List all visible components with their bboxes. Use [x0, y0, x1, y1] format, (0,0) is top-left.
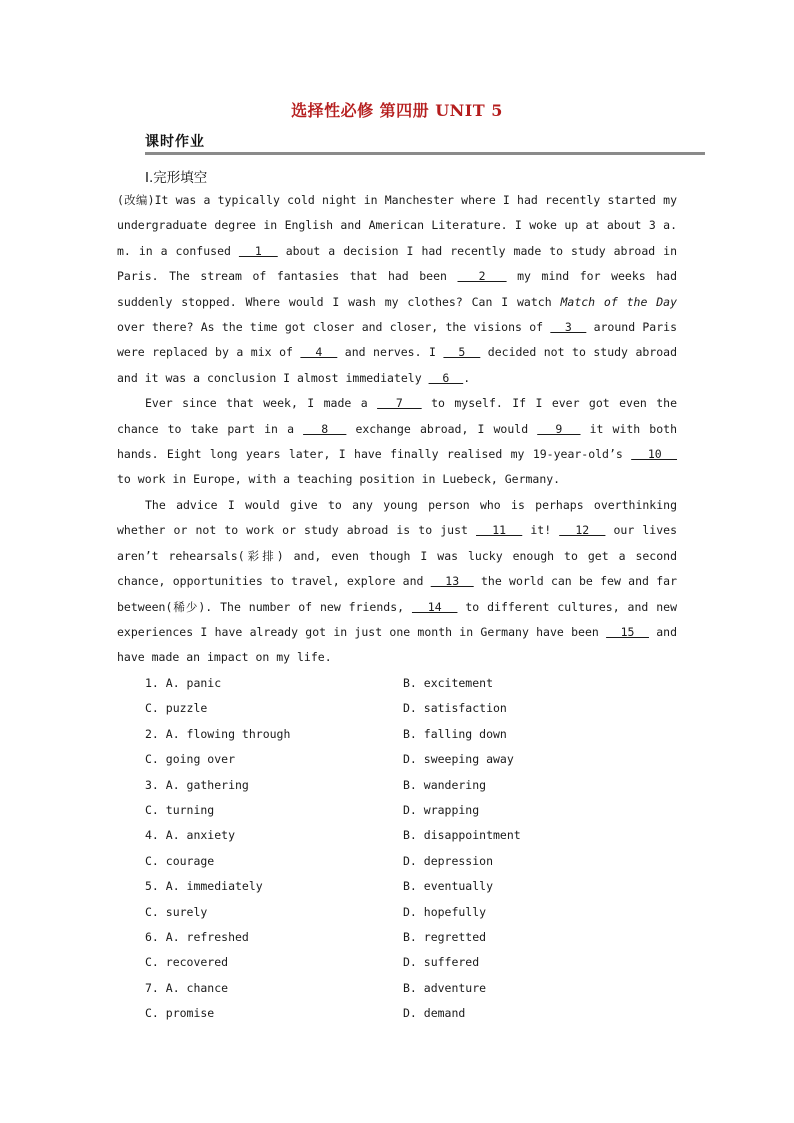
option-left: 4. A. anxiety	[145, 828, 236, 843]
text: over there? As the time got closer and closer, the visions of	[117, 320, 551, 335]
text: exchange abroad, I would	[346, 421, 538, 436]
blank-5: 5	[443, 345, 481, 360]
text: and nerves. I	[337, 345, 444, 360]
option-row	[145, 950, 665, 975]
option-left: 7. A. chance	[145, 980, 229, 995]
option-row	[145, 823, 665, 848]
option-left: C. courage	[145, 853, 215, 868]
document-title: 选择性必修 第四册 UNIT 5	[291, 101, 503, 120]
text: my mind for weeks had suddenly stopped. Where would I wash my clothes? Can I watch	[117, 269, 677, 309]
section-header: 课时作业	[145, 134, 205, 150]
option-right: D. wrapping	[403, 802, 480, 817]
blank-12: 12	[559, 523, 606, 538]
option-left: 3. A. gathering	[145, 777, 249, 792]
option-left: C. surely	[145, 904, 208, 919]
paragraph-1	[117, 188, 677, 391]
answer-options	[145, 671, 665, 1026]
option-left: C. recovered	[145, 955, 229, 970]
text: it!	[522, 523, 560, 538]
italic-title: Match of the Day	[560, 294, 678, 309]
blank-10: 10	[631, 447, 678, 462]
blank-4: 4	[300, 345, 338, 360]
option-left: 6. A. refreshed	[145, 929, 249, 944]
section-heading: Ⅰ.完形填空	[145, 170, 208, 186]
text: it with both hands. Eight long years later, I have finally realised my 19-year-old’s	[117, 421, 678, 462]
blank-9: 9	[537, 421, 581, 436]
option-right: D. depression	[403, 853, 494, 868]
option-row	[145, 722, 665, 747]
option-right: D. suffered	[403, 955, 480, 970]
option-row	[145, 671, 665, 696]
blank-14: 14	[411, 599, 458, 614]
text: to different cultures, and new experiences I have already got in just one month in Germany have been	[117, 599, 677, 639]
option-row	[145, 874, 665, 899]
blank-11: 11	[476, 523, 523, 538]
option-row	[145, 1001, 665, 1026]
blank-3: 3	[550, 320, 587, 335]
text: about a decision I had recently made to study abroad in Paris. The stream of fantasies that had been	[117, 243, 677, 284]
blank-1: 1	[238, 243, 278, 258]
option-right: B. adventure	[403, 980, 487, 995]
text: our lives aren’t rehearsals(彩排) and, even though I was lucky enough to get a second chance, opportunities to travel, explore and	[117, 523, 677, 589]
blank-8: 8	[303, 421, 347, 436]
text: the world can be few and far between(稀少). The number of new friends,	[117, 574, 677, 614]
option-row	[145, 773, 665, 798]
option-row	[145, 925, 665, 950]
option-row	[145, 696, 665, 721]
option-row	[145, 900, 665, 925]
text: Ever since that week, I made a	[145, 396, 378, 411]
blank-6: 6	[428, 370, 464, 385]
text: .	[463, 370, 471, 385]
option-row	[145, 976, 665, 1001]
option-right: B. excitement	[403, 676, 494, 690]
blank-13: 13	[430, 574, 474, 589]
option-right: B. disappointment	[403, 828, 521, 843]
header-divider	[145, 152, 705, 155]
option-right: D. sweeping away	[403, 752, 514, 767]
blank-15: 15	[606, 624, 649, 639]
text: around Paris were replaced by a mix of	[117, 320, 677, 360]
option-right: D. demand	[403, 1006, 466, 1021]
cloze-passage	[117, 188, 677, 671]
text: The advice I would give to any young person who is perhaps overthinking whether or not to work or study abroad is to just	[117, 497, 677, 538]
blank-2: 2	[457, 269, 507, 284]
option-right: B. regretted	[403, 929, 487, 944]
blank-7: 7	[377, 396, 422, 411]
option-left: C. puzzle	[145, 701, 208, 716]
paragraph-2	[117, 391, 677, 493]
option-left: 1. A. panic	[145, 676, 222, 690]
text: and have made an impact on my life.	[117, 624, 678, 665]
option-right: B. eventually	[403, 879, 494, 894]
option-left: C. going over	[145, 752, 236, 767]
option-row	[145, 798, 665, 823]
option-left: C. turning	[145, 802, 215, 817]
paragraph-3	[117, 493, 677, 671]
option-left: 2. A. flowing through	[145, 726, 291, 741]
option-right: D. hopefully	[403, 904, 487, 919]
option-right: B. falling down	[403, 726, 507, 741]
option-row	[145, 849, 665, 874]
option-left: 5. A. immediately	[145, 879, 263, 894]
text: to work in Europe, with a teaching position in Luebeck, Germany.	[117, 472, 561, 487]
option-right: B. wandering	[403, 777, 487, 792]
text: decided not to study abroad and it was a conclusion I almost immediately	[117, 345, 677, 385]
option-row	[145, 747, 665, 772]
text: (改编)It was a typically cold night in Manchester where I had recently started my undergraduate degree in English and American Literature. I woke up at about 3 a. m. in a confused	[117, 193, 677, 258]
option-right: D. satisfaction	[403, 701, 507, 716]
option-left: C. promise	[145, 1006, 215, 1021]
text: to myself. If I ever got even the chance to take part in a	[117, 396, 678, 436]
